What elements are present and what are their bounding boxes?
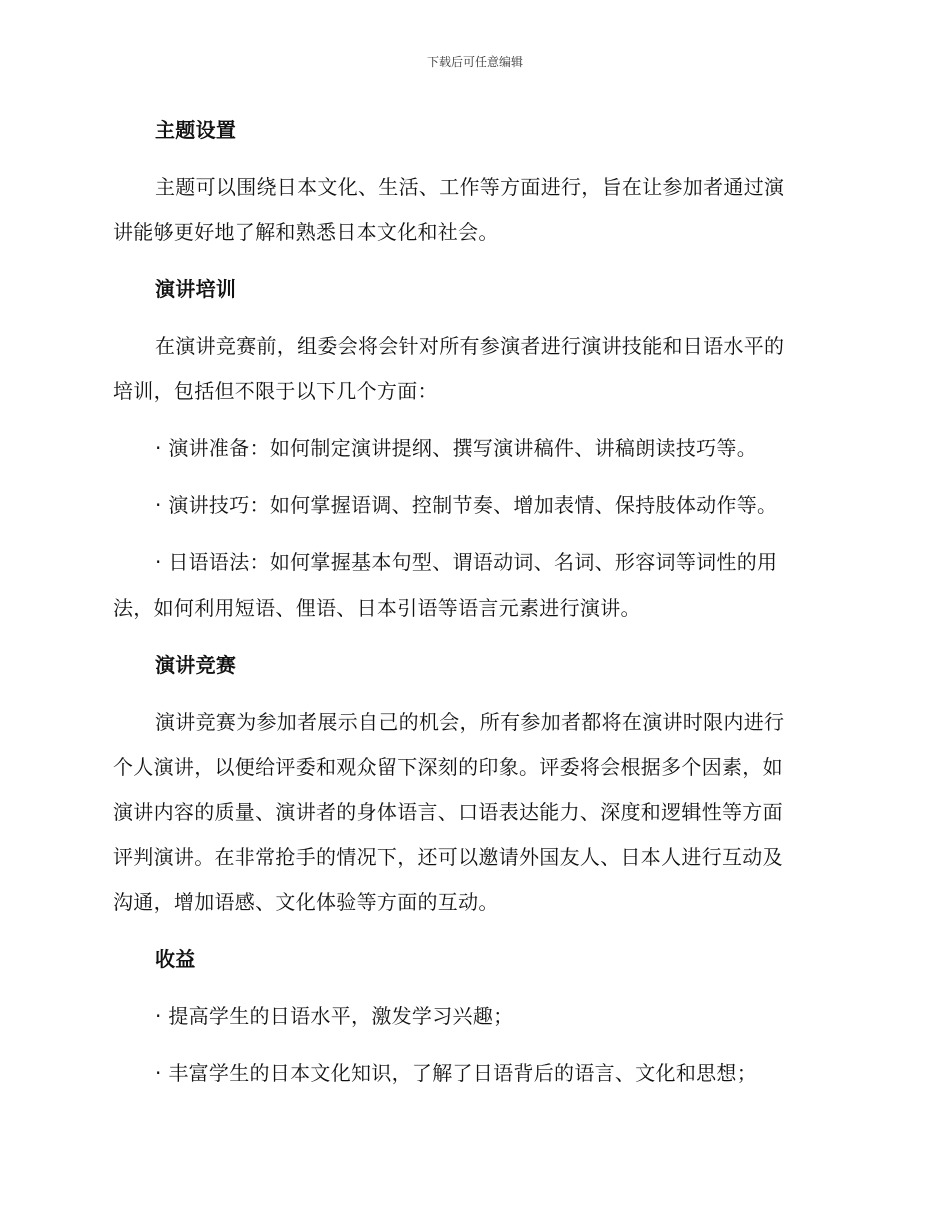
paragraph-line: 讲能够更好地了解和熟悉日本文化和社会。 (113, 220, 499, 244)
section-heading-theme: 主题设置 (155, 118, 237, 142)
page-header-note: 下载后可任意编辑 (426, 55, 523, 69)
bullet-item: · 提高学生的日语水平，激发学习兴趣； (155, 1004, 514, 1028)
paragraph-line: 演讲内容的质量、演讲者的身体语言、口语表达能力、深度和逻辑性等方面 (113, 800, 783, 824)
paragraph-line: 个人演讲，以便给评委和观众留下深刻的印象。评委将会根据多个因素，如 (113, 755, 783, 779)
paragraph-line: 在演讲竞赛前，组委会将会针对所有参演者进行演讲技能和日语水平的 (155, 334, 785, 358)
section-heading-contest: 演讲竞赛 (155, 653, 237, 677)
paragraph-line: 评判演讲。在非常抢手的情况下，还可以邀请外国友人、日本人进行互动及 (113, 845, 783, 869)
section-heading-training: 演讲培训 (155, 277, 237, 301)
bullet-item-continued: 法，如何利用短语、俚语、日本引语等语言元素进行演讲。 (113, 596, 641, 620)
paragraph-line: 培训，包括但不限于以下几个方面： (113, 379, 438, 403)
paragraph-line: 演讲竞赛为参加者展示自己的机会，所有参加者都将在演讲时限内进行 (155, 710, 785, 734)
bullet-item: · 演讲技巧：如何掌握语调、控制节奏、增加表情、保持肢体动作等。 (155, 493, 778, 517)
paragraph-line: 主题可以围绕日本文化、生活、工作等方面进行，旨在让参加者通过演 (155, 175, 785, 199)
bullet-item: · 丰富学生的日本文化知识，了解了日语背后的语言、文化和思想； (155, 1061, 758, 1085)
bullet-item: · 演讲准备：如何制定演讲提纲、撰写演讲稿件、讲稿朗读技巧等。 (155, 436, 758, 460)
paragraph-line: 沟通，增加语感、文化体验等方面的互动。 (113, 890, 499, 914)
section-heading-benefits: 收益 (155, 947, 196, 971)
bullet-item: · 日语语法：如何掌握基本句型、谓语动词、名词、形容词等词性的用 (155, 550, 778, 574)
